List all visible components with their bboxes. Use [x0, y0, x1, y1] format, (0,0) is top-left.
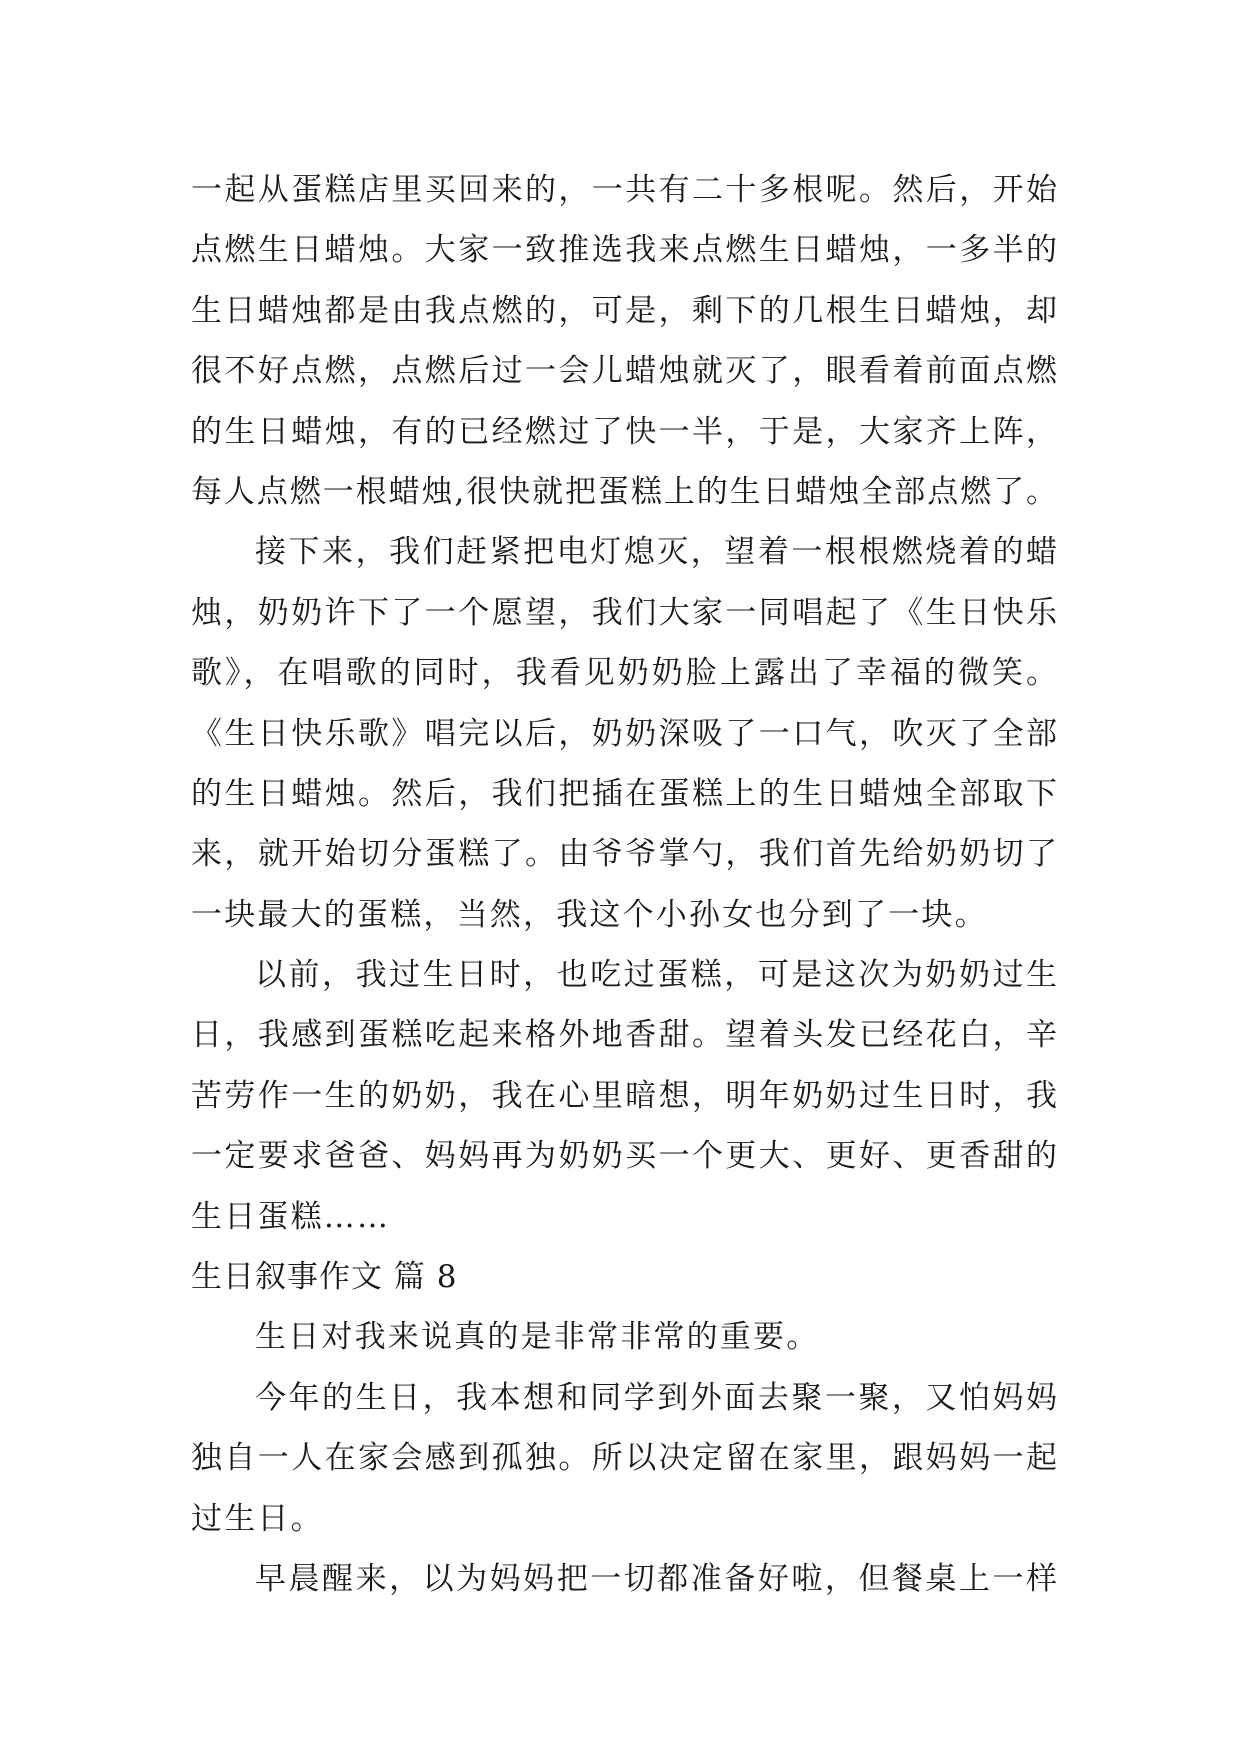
text-line: 一块最大的蛋糕，当然，我这个小孙女也分到了一块。 [191, 896, 988, 933]
section-heading: 生日叙事作文 篇 8 [191, 1259, 458, 1296]
text-line: 歌》，在唱歌的同时，我看见奶奶脸上露出了幸福的微笑。 [191, 655, 1057, 692]
text-line: 一定要求爸爸、妈妈再为奶奶买一个更大、更好、更香甜的 [191, 1138, 1057, 1175]
text-line: 日，我感到蛋糕吃起来格外地香甜。望着头发已经花白，辛 [191, 1017, 1057, 1054]
document-body [191, 160, 1057, 1609]
text-line: 生日对我来说真的是非常非常的重要。 [255, 1319, 820, 1356]
text-line: 来，就开始切分蛋糕了。由爷爷掌勺，我们首先给奶奶切了 [191, 836, 1057, 873]
text-line: 一起从蛋糕店里买回来的，一共有二十多根呢。然后，开始 [191, 172, 1057, 208]
text-line: 烛，奶奶许下了一个愿望，我们大家一同唱起了《生日快乐 [191, 594, 1057, 631]
text-line: 今年的生日，我本想和同学到外面去聚一聚，又怕妈妈 [255, 1379, 1057, 1416]
text-line: 《生日快乐歌》唱完以后，奶奶深吸了一口气，吹灭了全部 [191, 715, 1057, 752]
text-line: 生日蛋糕…… [191, 1198, 391, 1235]
text-line: 每人点燃一根蜡烛,很快就把蛋糕上的生日蜡烛全部点燃了。 [191, 473, 1057, 510]
text-line: 苦劳作一生的奶奶，我在心里暗想，明年奶奶过生日时，我 [191, 1077, 1057, 1114]
text-line: 很不好点燃，点燃后过一会儿蜡烛就灭了，眼看着前面点燃 [191, 353, 1057, 390]
text-line: 的生日蜡烛，有的已经燃过了快一半，于是，大家齐上阵， [191, 413, 1057, 450]
text-line: 生日蜡烛都是由我点燃的，可是，剩下的几根生日蜡烛，却 [191, 292, 1057, 329]
text-line: 以前，我过生日时，也吃过蛋糕，可是这次为奶奶过生 [255, 957, 1057, 994]
text-line: 独自一人在家会感到孤独。所以决定留在家里，跟妈妈一起 [191, 1440, 1057, 1477]
text-line: 接下来，我们赶紧把电灯熄灭，望着一根根燃烧着的蜡 [255, 534, 1057, 571]
text-line: 点燃生日蜡烛。大家一致推选我来点燃生日蜡烛，一多半的 [191, 232, 1057, 269]
text-line: 的生日蜡烛。然后，我们把插在蛋糕上的生日蜡烛全部取下 [191, 775, 1057, 812]
text-line: 早晨醒来，以为妈妈把一切都准备好啦，但餐桌上一样 [255, 1560, 1057, 1597]
text-line: 过生日。 [191, 1500, 324, 1537]
